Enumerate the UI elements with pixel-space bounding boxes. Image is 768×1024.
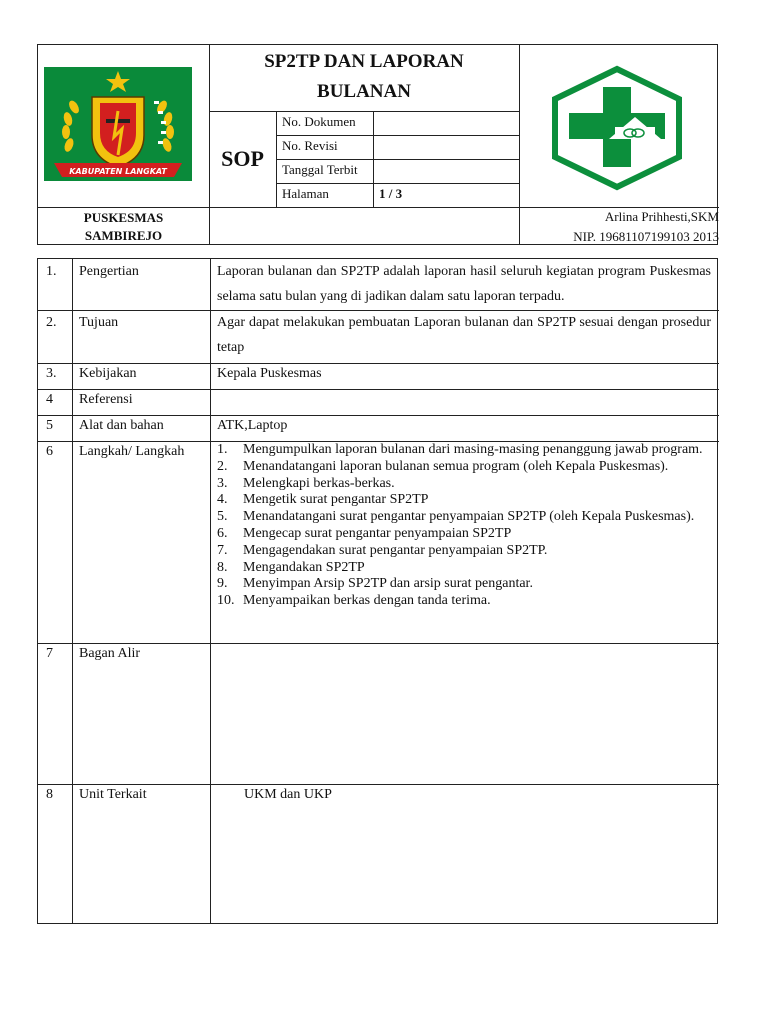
meta-label-tanggal-terbit: Tanggal Terbit <box>282 162 358 177</box>
step-item: 3. Melengkapi berkas-berkas. <box>217 475 395 491</box>
step-item: 8. Mengandakan SP2TP <box>217 559 365 575</box>
signer-name: Arlina Prihhesti,SKM <box>604 209 719 224</box>
step-item: 6. Mengecap surat pengantar penyampaian SP2TP <box>217 525 512 541</box>
step-item: 1. Mengumpulkan laporan bulanan dari masing-masing penanggung jawab program. <box>217 442 703 457</box>
sop-content-table <box>37 258 718 924</box>
logo-caption: KABUPATEN LANGKAT <box>69 167 167 176</box>
row-value-pengertian: Laporan bulanan dan SP2TP adalah laporan hasil seluruh kegiatan program Puskesmas selama satu bulan yang di jadikan dalam satu laporan terpadu. <box>217 264 711 304</box>
row-label-alat-dan-bahan: Alat dan bahan <box>79 418 164 433</box>
row-number: 4 <box>46 392 53 407</box>
sop-label: SOP <box>221 146 264 171</box>
row-number: 2. <box>46 315 57 330</box>
step-item: 2. Menandatangani laporan bulanan semua program (oleh Kepala Puskesmas). <box>217 458 669 474</box>
step-item: 4. Mengetik surat pengantar SP2TP <box>217 492 429 508</box>
row-label-unit-terkait: Unit Terkait <box>79 787 147 802</box>
kabupaten-langkat-logo <box>44 67 192 181</box>
row-label-langkah: Langkah/ Langkah <box>79 444 185 459</box>
row-number: 7 <box>46 646 53 661</box>
puskesmas-logo <box>549 65 685 191</box>
row-value-unit-terkait: UKM dan UKP <box>244 787 332 802</box>
step-item: 7. Mengagendakan surat pengantar penyampaian SP2TP. <box>217 542 548 558</box>
row-value-kebijakan: Kepala Puskesmas <box>217 366 322 381</box>
row-number: 6 <box>46 444 53 459</box>
row-number: 1. <box>46 264 57 279</box>
signer-block <box>519 207 732 245</box>
unit-line-1: PUSKESMAS <box>83 210 164 225</box>
row-value-alat-dan-bahan: ATK,Laptop <box>217 418 288 433</box>
step-item: 10. Menyampaikan berkas dengan tanda terima. <box>217 593 491 609</box>
title-line-1: SP2TP DAN LAPORAN <box>264 51 464 72</box>
signer-nip: NIP. 19681107199103 2013 <box>573 229 719 244</box>
row-label-tujuan: Tujuan <box>79 315 119 330</box>
row-number: 8 <box>46 787 53 802</box>
document-title <box>209 45 519 113</box>
row-label-kebijakan: Kebijakan <box>79 366 137 381</box>
steps-list <box>217 442 711 610</box>
row-label-bagan-alir: Bagan Alir <box>79 646 141 661</box>
step-item: 5. Menandatangani surat pengantar penyampaian SP2TP (oleh Kepala Puskesmas). <box>217 509 695 525</box>
meta-label-halaman: Halaman <box>282 186 329 201</box>
sop-header-table <box>37 44 718 245</box>
meta-value-halaman: 1 / 3 <box>379 186 403 201</box>
row-label-pengertian: Pengertian <box>79 264 139 279</box>
row-number: 5 <box>46 418 53 433</box>
step-item: 9. Menyimpan Arsip SP2TP dan arsip surat pengantar. <box>217 576 533 592</box>
row-label-referensi: Referensi <box>79 392 133 407</box>
row-number: 3. <box>46 366 57 381</box>
row-value-tujuan: Agar dapat melakukan pembuatan Laporan bulanan dan SP2TP sesuai dengan prosedur tetap <box>217 315 711 355</box>
meta-label-no-dokumen: No. Dokumen <box>282 114 356 129</box>
meta-label-no-revisi: No. Revisi <box>282 138 338 153</box>
title-line-2: BULANAN <box>317 81 411 102</box>
unit-name <box>38 207 209 247</box>
unit-line-2: SAMBIREJO <box>84 228 163 243</box>
